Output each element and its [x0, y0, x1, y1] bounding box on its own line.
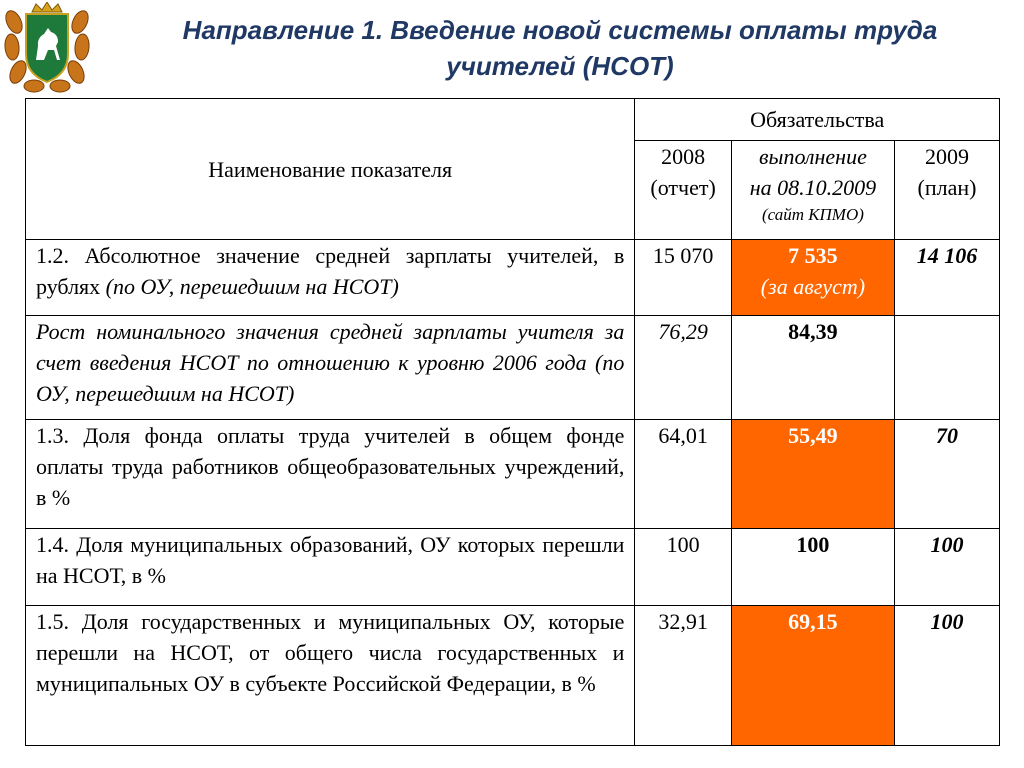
- value-2009: 14 106: [895, 240, 1000, 316]
- value-2009: 100: [895, 606, 1000, 746]
- value-2009: 70: [895, 420, 1000, 529]
- table-row: [26, 420, 1000, 529]
- value-execution: 69,15: [731, 606, 894, 746]
- indicator-name: [26, 240, 635, 316]
- value-2008: 76,29: [635, 316, 731, 420]
- value-execution: 100: [731, 529, 894, 606]
- table-row: [26, 316, 1000, 420]
- value-execution-number: 7 535: [788, 243, 838, 268]
- table-row: [26, 529, 1000, 606]
- indicator-name-header: Наименование показателя: [26, 99, 635, 240]
- value-2008: 15 070: [635, 240, 731, 316]
- indicator-text: 1.2. Абсолютное значение средней зарплаты учителей, в рублях: [36, 243, 625, 299]
- value-execution-note: (за август): [760, 274, 866, 299]
- header-2008-year: 2008: [661, 144, 706, 169]
- value-execution: 55,49: [731, 420, 894, 529]
- table-row: [26, 240, 1000, 316]
- title-line-1: Направление 1. Введение новой системы оплаты труда: [182, 15, 938, 45]
- value-execution: 84,39: [731, 316, 894, 420]
- value-execution: [731, 240, 894, 316]
- table-row: [26, 606, 1000, 746]
- obligations-header: Обязательства: [635, 99, 1000, 141]
- indicator-name: 1.3. Доля фонда оплаты труда учителей в общем фонде оплаты труда работников общеобразовательных учреждений, в %: [26, 420, 635, 529]
- indicator-name: 1.5. Доля государственных и муниципальных ОУ, которые перешли на НСОТ, от общего числа государственных и муниципальных ОУ в субъекте Российской Федерации, в %: [26, 606, 635, 746]
- header-row-1: [26, 99, 1000, 141]
- header-execution-date: на 08.10.2009: [749, 175, 877, 200]
- header-2009: [895, 141, 1000, 240]
- value-2008: 100: [635, 529, 731, 606]
- coat-of-arms-icon: [4, 2, 90, 94]
- header-2008: [635, 141, 731, 240]
- header-execution: [731, 141, 894, 240]
- header-execution-label: выполнение: [759, 144, 867, 169]
- header-2009-year: 2009: [925, 144, 970, 169]
- title-line-2: учителей (НСОТ): [446, 51, 674, 81]
- value-2009: [895, 316, 1000, 420]
- value-2008: 32,91: [635, 606, 731, 746]
- value-2009: 100: [895, 529, 1000, 606]
- indicator-note: (по ОУ, перешедшим на НСОТ): [105, 274, 399, 299]
- indicators-table: [25, 98, 1000, 746]
- page-title: [100, 12, 1020, 84]
- header-execution-source: (сайт КПМО): [761, 205, 864, 224]
- indicator-name: Рост номинального значения средней зарплаты учителя за счет введения НСОТ по отношению к уровню 2006 года (по ОУ, перешедшим на НСОТ): [26, 316, 635, 420]
- indicator-name: 1.4. Доля муниципальных образований, ОУ которых перешли на НСОТ, в %: [26, 529, 635, 606]
- header-2008-label: (отчет): [650, 175, 716, 200]
- value-2008: 64,01: [635, 420, 731, 529]
- header-2009-label: (план): [917, 175, 977, 200]
